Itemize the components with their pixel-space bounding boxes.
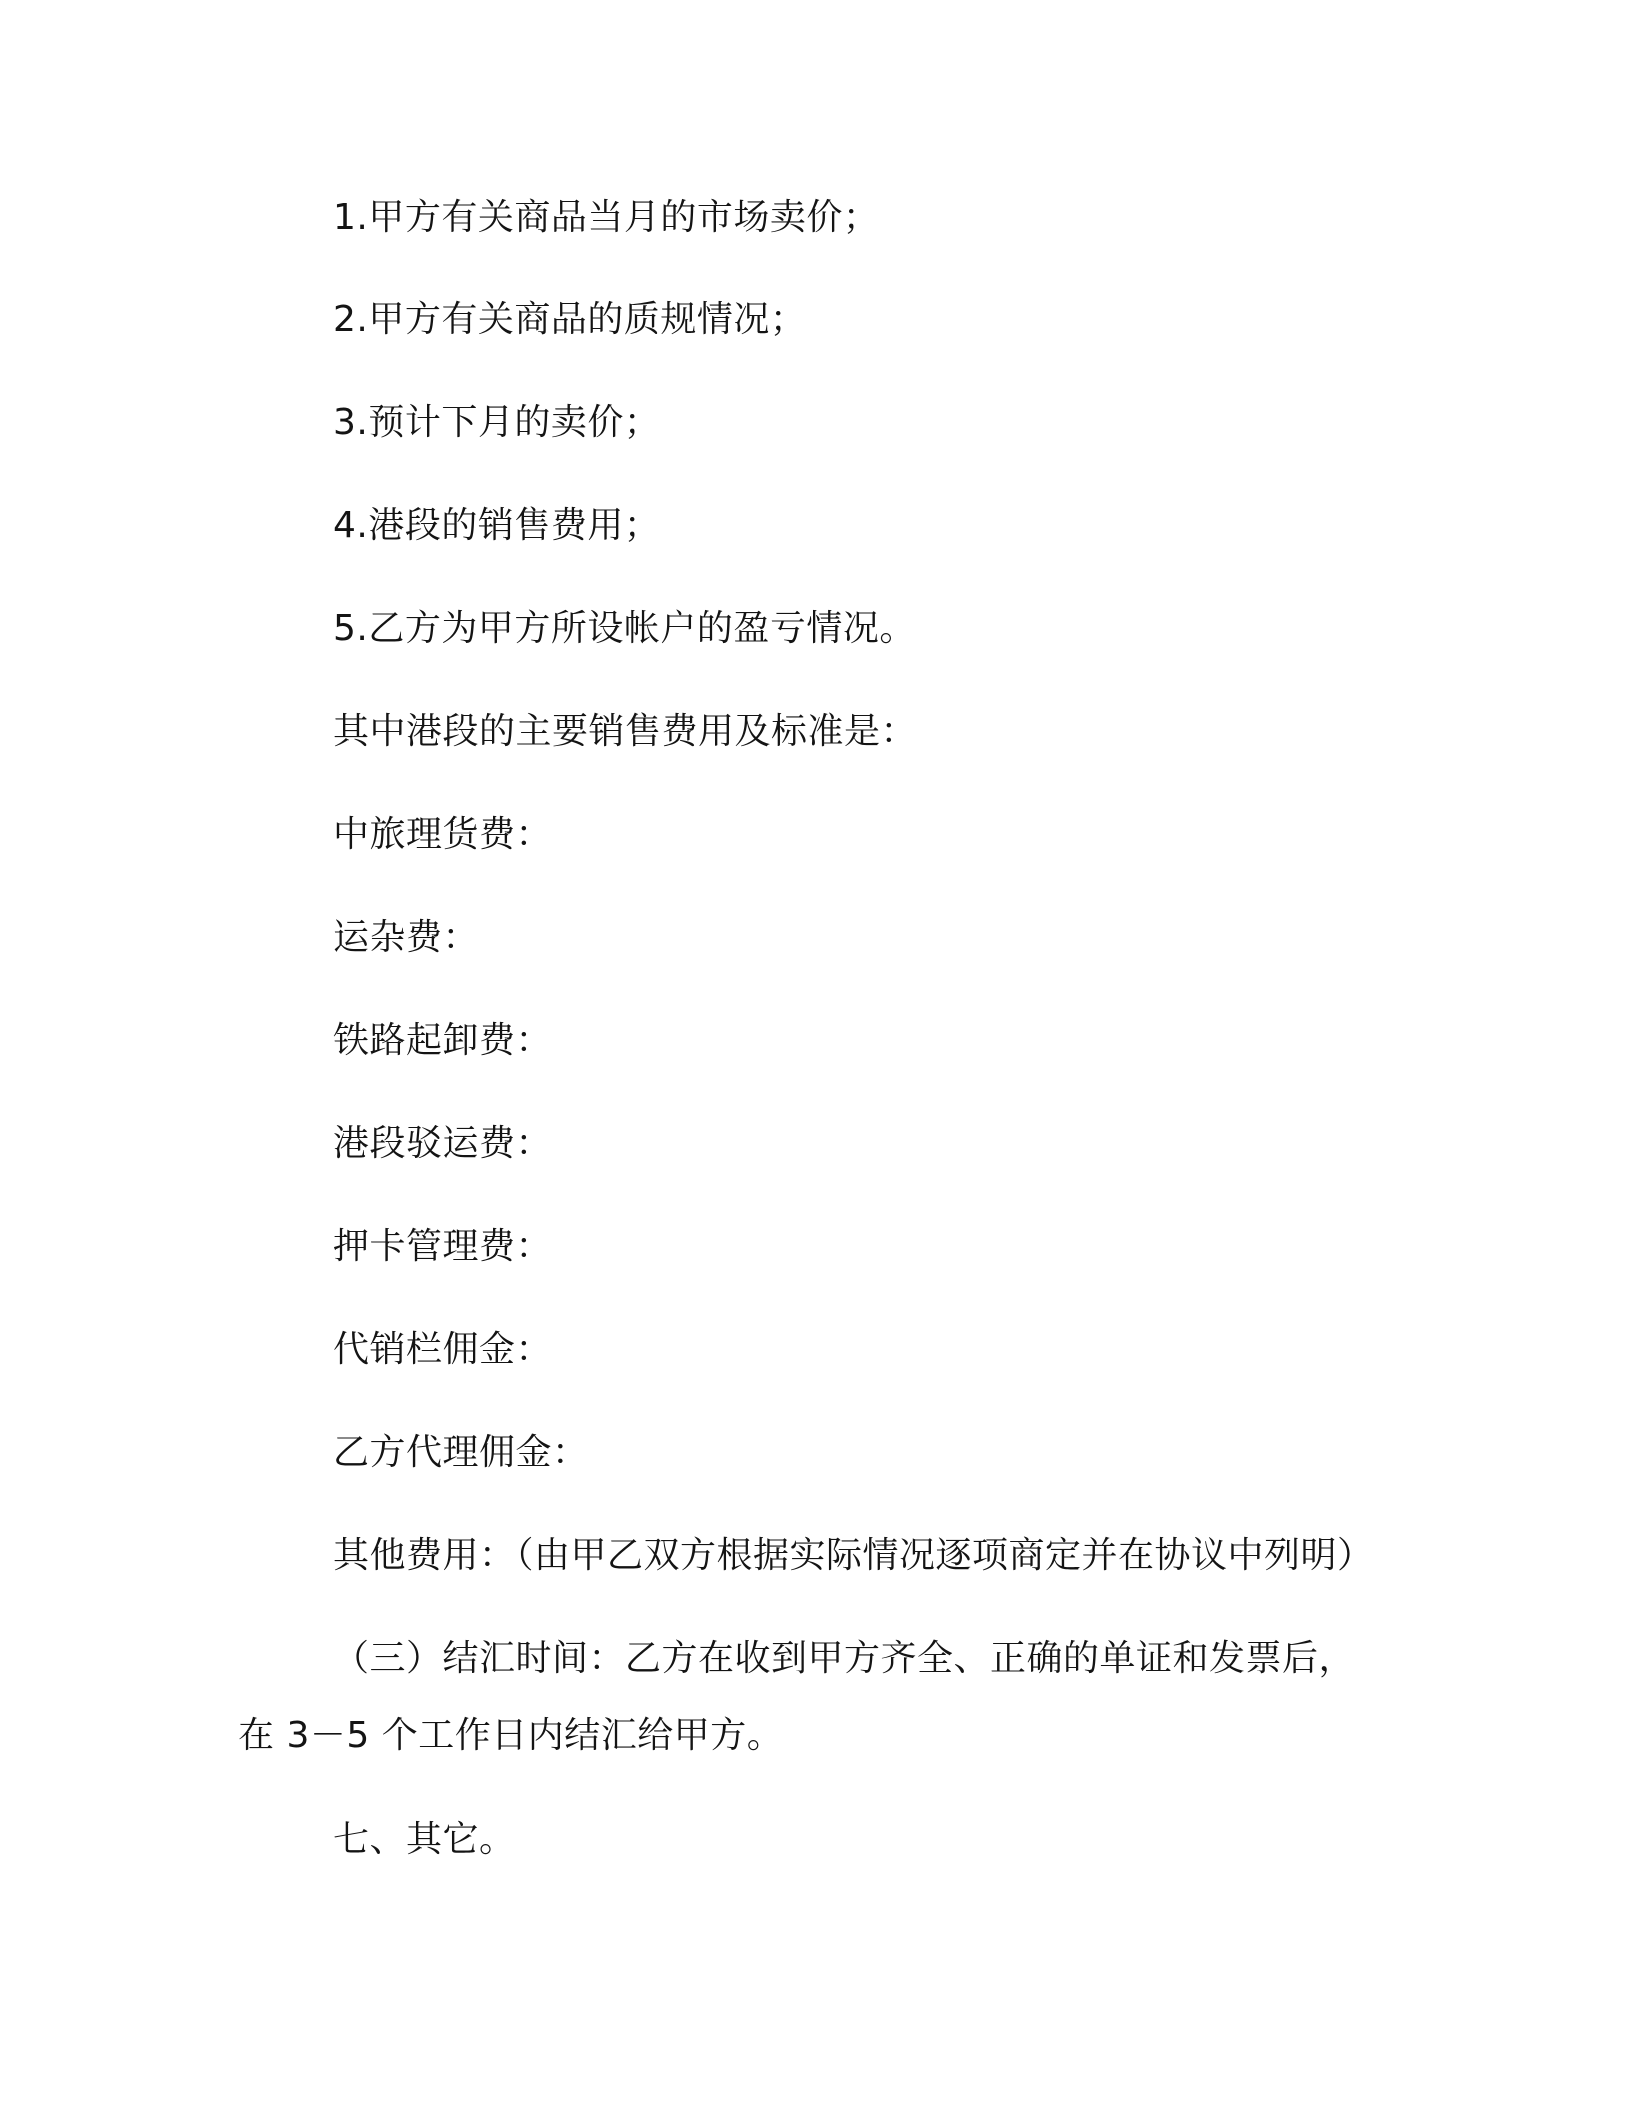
cost-standard-heading: 其中港段的主要销售费用及标准是： [333,711,918,752]
fee-agent-commission: 乙方代理佣金： [333,1432,589,1473]
fee-freight: 运杂费： [333,917,480,958]
list-item-quality: 2.甲方有关商品的质规情况； [333,299,807,340]
fee-lighterage: 港段驳运费： [333,1123,553,1164]
list-item-sales-cost: 4.港段的销售费用； [333,505,661,546]
fee-other: 其他费用：（由甲乙双方根据实际情况逐项商定并在协议中列明） [333,1535,1374,1576]
settlement-time-continued: 在 3－5 个工作日内结汇给甲方。 [238,1715,784,1756]
list-item-forecast-price: 3.预计下月的卖价； [333,402,661,443]
fee-escort-management: 押卡管理费： [333,1226,553,1267]
fee-tally: 中旅理货费： [333,814,553,855]
list-item-market-price: 1.甲方有关商品当月的市场卖价； [333,197,880,238]
settlement-time-paragraph: （三）结汇时间：乙方在收到甲方齐全、正确的单证和发票后， [333,1638,1356,1679]
fee-consignment-commission: 代销栏佣金： [333,1329,553,1370]
fee-rail-handling: 铁路起卸费： [333,1020,553,1061]
section-heading-other: 七、其它。 [333,1819,516,1860]
list-item-account-profit: 5.乙方为甲方所设帐户的盈亏情况。 [333,608,916,649]
